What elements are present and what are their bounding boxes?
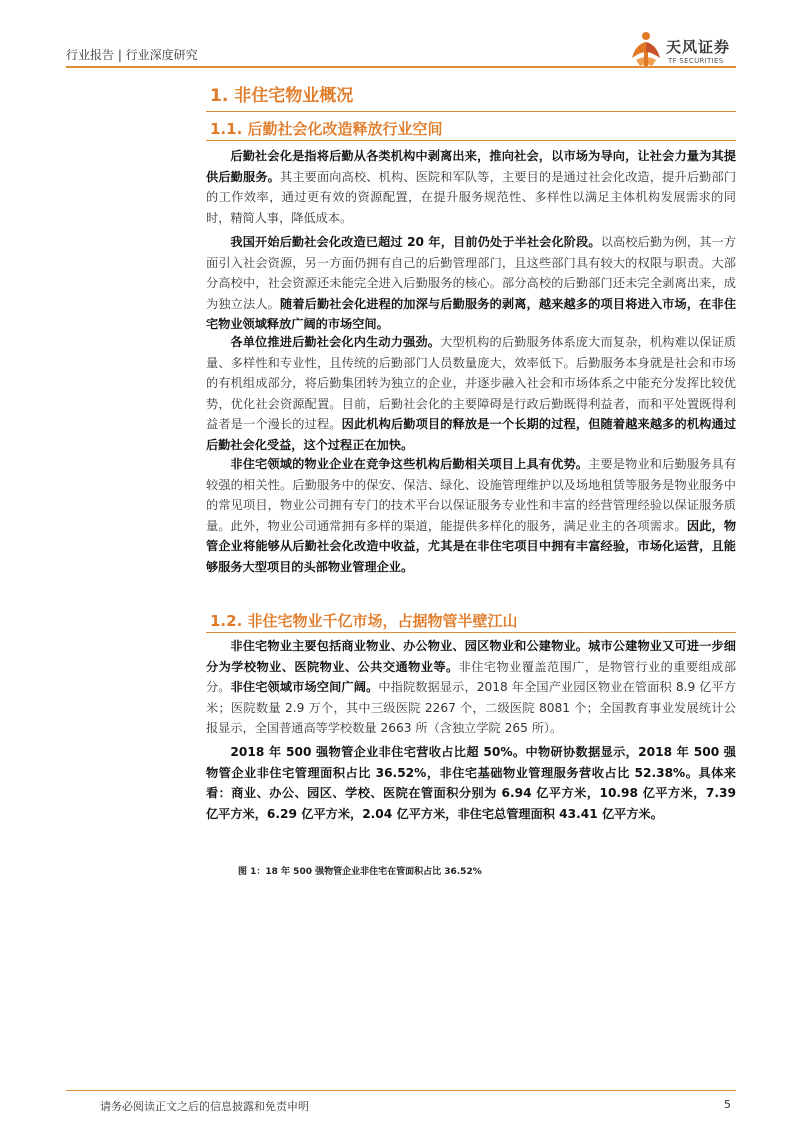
bold-text: 非住宅领域的物业企业在竞争这些机构后勤相关项目上具有优势。 (230, 457, 589, 471)
bold-text: 我国开始后勤社会化改造已超过 20 年，目前仍处于半社会化阶段。 (230, 235, 601, 249)
paragraph (206, 636, 736, 739)
section-title: 1. 非住宅物业概况 (210, 86, 354, 106)
brand-name: 天风证券 (666, 38, 731, 56)
body-text: 大型机构的后勤服务体系庞大而复杂，机构难以保证质量、多样性和专业性，且传统的后勤部门人员数量庞大，效率低下。后勤服务本身就是社会和市场的有机组成部分，将后勤集团转为独立的企业，并逐步融入社会和市场体系之中能充分发挥比较优势，优化社会资源配置。目前，后勤社会化的主要障碍是行政后勤既得利益者，而和平处置既得利益者是一个漫长的过程。 (206, 335, 737, 432)
paragraph (206, 742, 736, 824)
header-rule (66, 66, 736, 68)
bold-text: 各单位推进后勤社会化内生动力强劲。 (230, 335, 441, 349)
paragraph (206, 454, 736, 578)
paragraph (206, 146, 736, 228)
page-number: 5 (724, 1098, 731, 1111)
bold-text: 后勤社会化是指将后勤从各类机构中剥离出来，推向社会，以市场为导向，让社会力量为其提供后勤服务。 (206, 149, 736, 184)
body-text: 主要是物业和后勤服务具有较强的相关性。后勤服务中的保安、保洁、绿化、设施管理维护以及场地租赁等服务是物业服务中的常见项目，物业公司拥有专门的技术平台以保证服务专业性和丰富的经营管理经验以保证服务质量。此外，物业公司通常拥有多样的渠道，能提供多样化的服务，满足业主的各项需求。 (206, 457, 737, 533)
tf-logo-icon (628, 30, 664, 70)
paragraph (206, 332, 736, 456)
brand-name-en: TF SECURITIES (668, 57, 724, 65)
subsection-title-1: 1.1. 后勤社会化改造释放行业空间 (210, 120, 443, 138)
bold-text: 因此机构后勤项目的释放是一个长期的过程，但随着越来越多的机构通过后勤社会化受益，这个过程正在加快。 (206, 417, 737, 452)
footer-rule (66, 1090, 736, 1091)
bold-text: 2018 年 500 强物管企业非住宅营收占比超 50%。中物研协数据显示，2018 年 500 强物管企业非住宅管理面积占比 36.52%，非住宅基础物业管理服务营收占比 52.38%。具体来看：商业、办公、园区、学校、医院在管面积分别为 6.94 亿平方米，10.98 亿平方米，7.39 亿平方米，6.29 亿平方米，2.04 亿平方米，非住宅总管理面积 43.41 亿平方米。 (206, 745, 736, 821)
body-text: 其主要面向高校、机构、医院和军队等，主要目的是通过社会化改造，提升后勤部门的工作效率，通过更有效的资源配置，在提升服务规范性、多样性以满足主体机构发展需求的同时，精简人事，降低成本。 (206, 169, 737, 225)
bold-text: 因此，物管企业将能够从后勤社会化改造中收益，尤其是在非住宅项目中拥有丰富经验，市场化运营，且能够服务大型项目的头部物业管理企业。 (206, 518, 737, 574)
body-text: 以高校后勤为例，其一方面引入社会资源，另一方面仍拥有自己的后勤管理部门，且这些部门具有较大的权限与职责。大部分高校中，社会资源还未能完全进入后勤服务的核心。部分高校的后勤部门还未完全剥离出来，成为独立法人。 (206, 235, 737, 311)
footer-disclaimer: 请务必阅读正文之后的信息披露和免责申明 (100, 1100, 309, 1113)
subsection-title-2: 1.2. 非住宅物业千亿市场，占据物管半壁江山 (210, 612, 518, 630)
figure-caption: 图 1：18 年 500 强物管企业非住宅在管面积占比 36.52% (238, 867, 482, 877)
brand-logo (628, 28, 738, 78)
section-title-rule (206, 111, 736, 112)
bold-text: 非住宅物业主要包括商业物业、办公物业、园区物业和公建物业。城市公建物业又可进一步细分为学校物业、医院物业、公共交通物业等。 (206, 639, 736, 674)
bold-text: 随着后勤社会化进程的加深与后勤服务的剥离，越来越多的项目将进入市场，在非住宅物业领域释放广阔的市场空间。 (206, 296, 737, 332)
subsection-title-2-rule (206, 632, 736, 633)
subsection-title-1-rule (206, 140, 736, 141)
report-type-label: 行业报告 | 行业深度研究 (66, 48, 198, 62)
bold-text: 非住宅领域市场空间广阔。 (230, 680, 379, 695)
body-text: 中指院数据显示，2018 年全国产业园区物业在管面积 8.9 亿平方米；医院数量 2.9 万个，其中三级医院 2267 个，二级医院 8081 个；全国教育事业发展统计公报显示，全国普通高等学校数量 2663 所（含独立学院 265 所）。 (206, 680, 736, 736)
body-text: 非住宅物业覆盖范围广，是物管行业的重要组成部分。 (206, 659, 737, 695)
paragraph (206, 232, 736, 335)
